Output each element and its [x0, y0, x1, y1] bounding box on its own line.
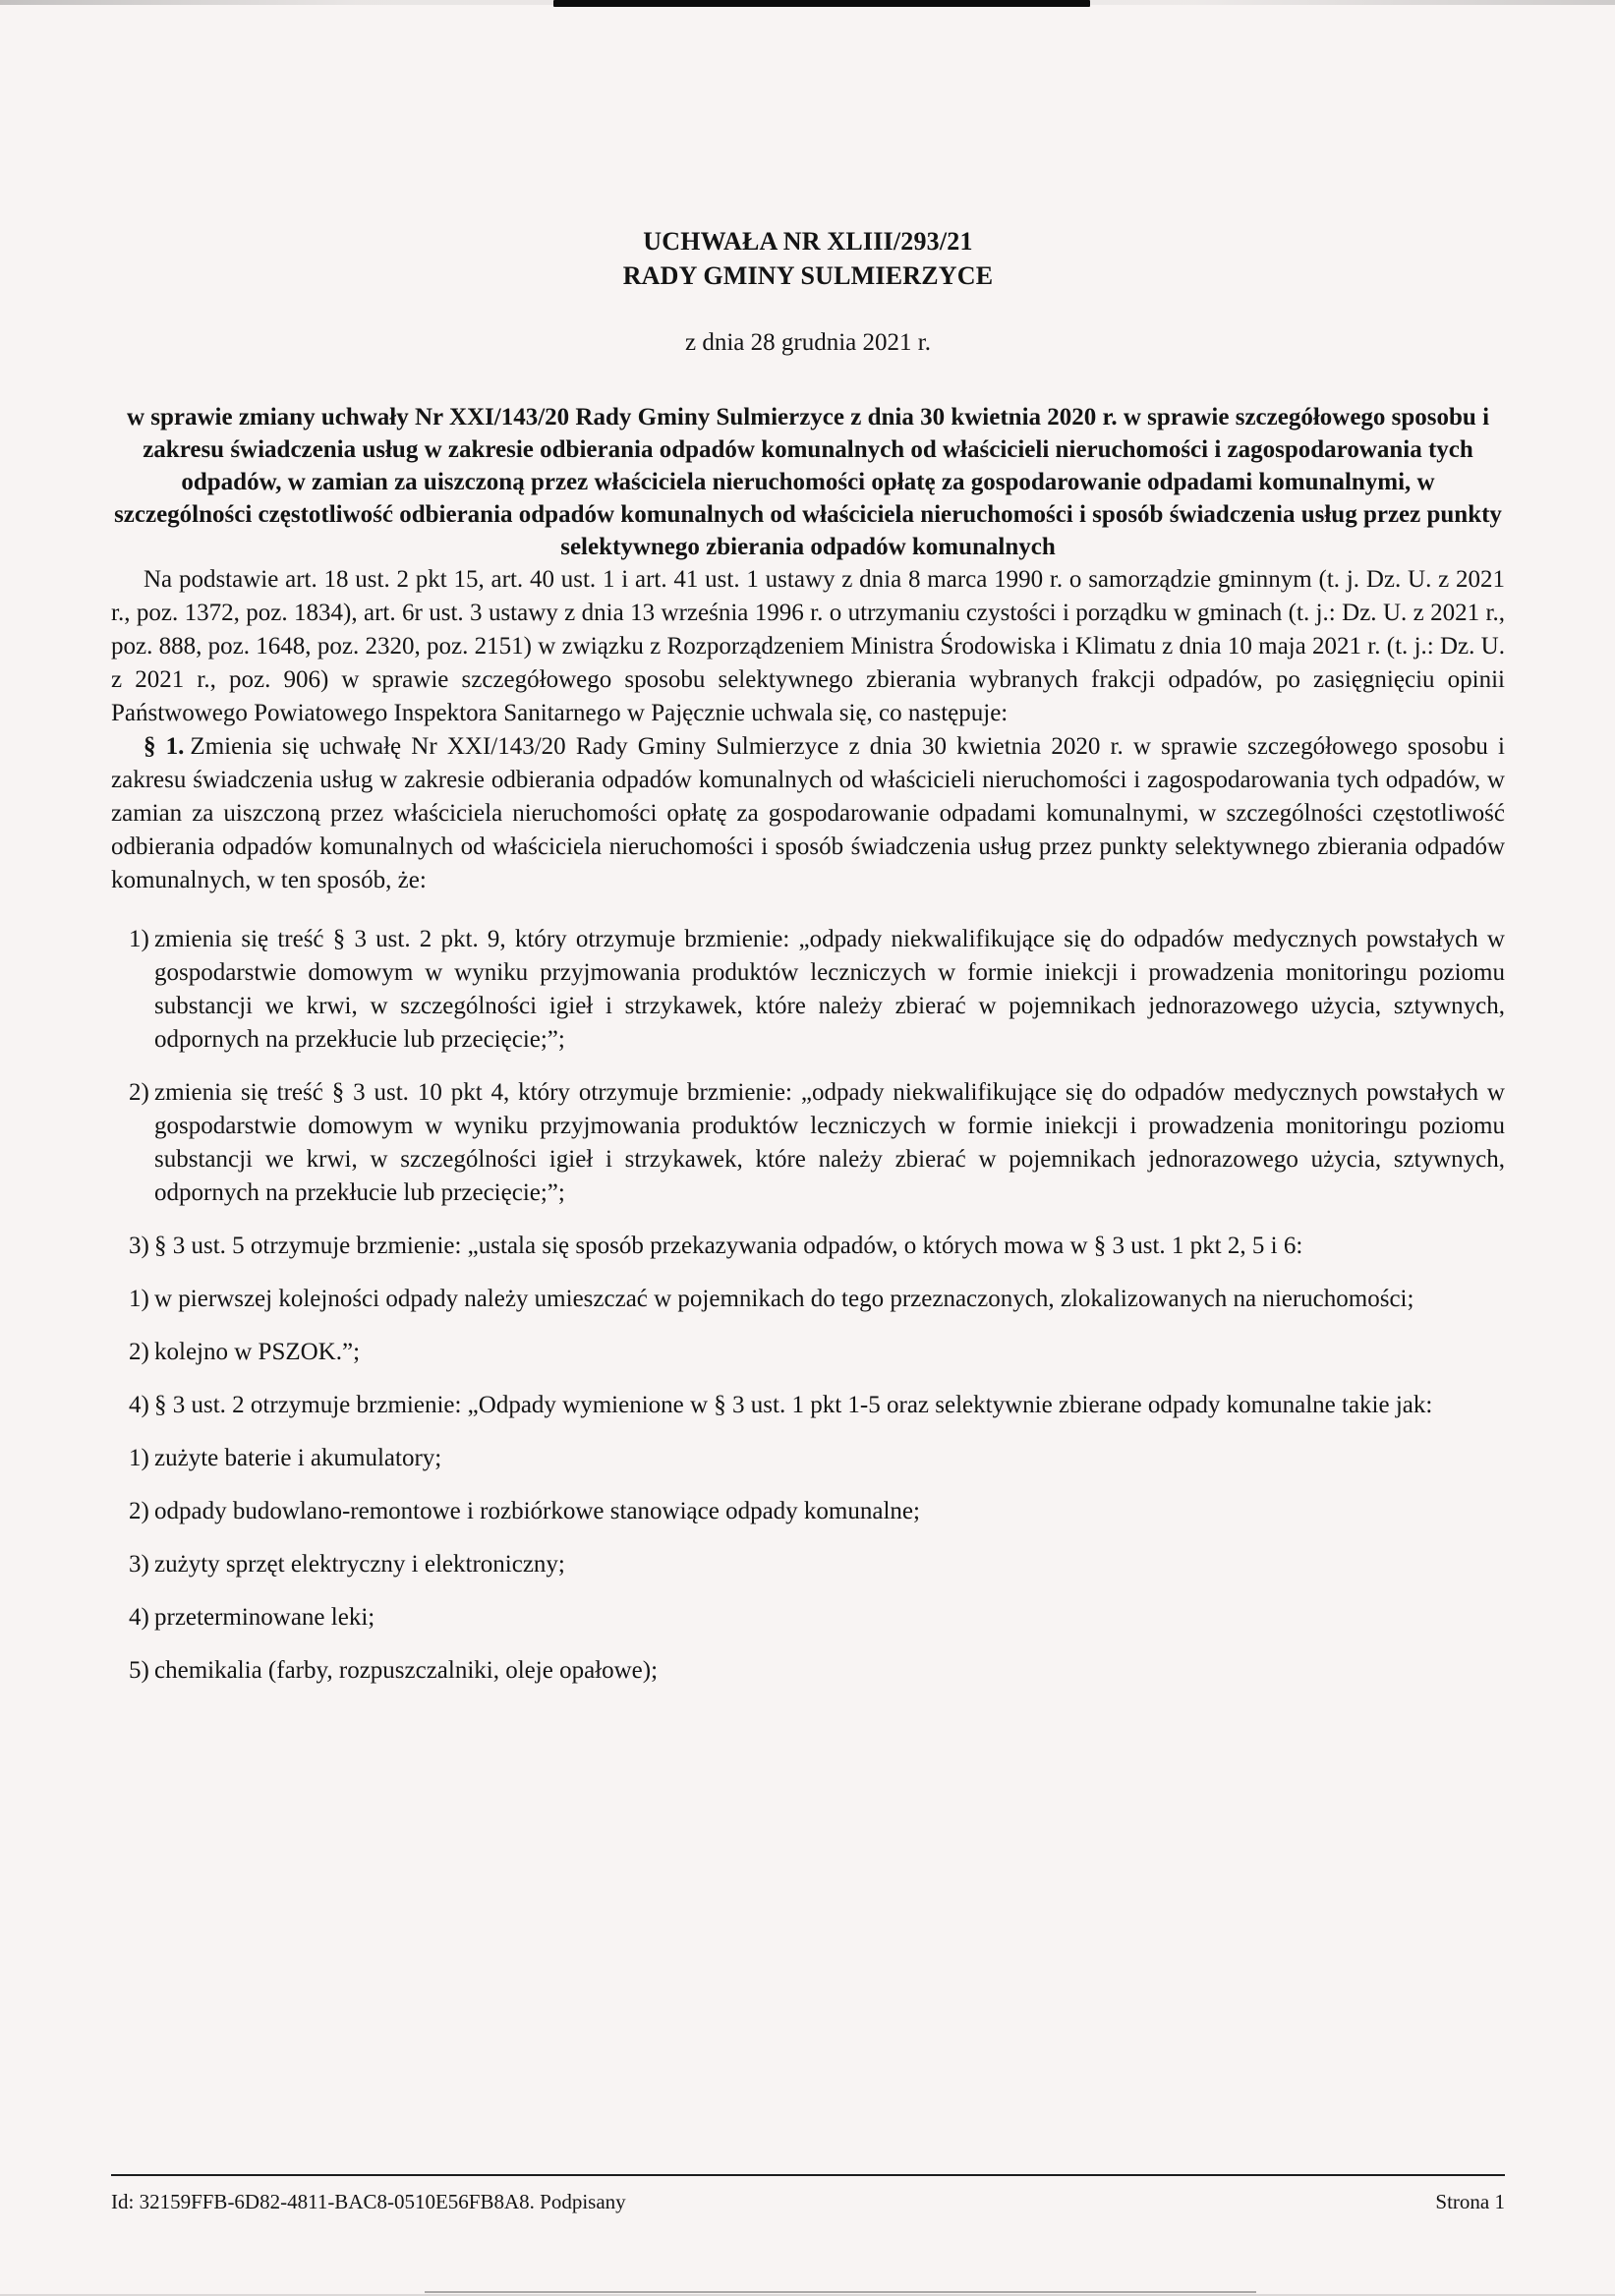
item-text: chemikalia (farby, rozpuszczalniki, oleje opałowe);	[154, 1657, 659, 1684]
item-marker: 1)	[129, 1445, 149, 1471]
resolution-number: UCHWAŁA NR XLIII/293/21	[643, 227, 973, 256]
item-marker: 2)	[129, 1339, 149, 1365]
item-marker: 2)	[129, 1498, 149, 1524]
resolution-date: z dnia 28 grudnia 2021 r.	[685, 329, 931, 356]
waste-type-item-4	[111, 1601, 1505, 1635]
top-margin	[111, 0, 1505, 224]
amendment-item-3	[111, 1230, 1505, 1263]
item-marker: 5)	[129, 1657, 149, 1684]
item-text: zużyty sprzęt elektryczny i elektroniczny;	[154, 1551, 565, 1578]
item-marker: 4)	[129, 1392, 149, 1418]
amendment-item-4	[111, 1389, 1505, 1422]
legal-basis-paragraph: Na podstawie art. 18 ust. 2 pkt 15, art. 40 ust. 1 i art. 41 ust. 1 ustawy z dnia 8 marca 1990 r. o samorządzie gminnym (t. j. Dz. U. z 2021 r., poz. 1372, poz. 1834), art. 6r ust. 3 ustawy z dnia 13 września 1996 r. o utrzymaniu czystości i porządku w gminach (t. j.: Dz. U. z 2021 r., poz. 888, poz. 1648, poz. 2320, poz. 2151) w związku z Rozporządzeniem Ministra Środowiska i Klimatu z dnia 10 maja 2021 r. (t. j.: Dz. U. z 2021 r., poz. 906) w sprawie szczegółowego sposobu selektywnego zbierania wybranych frakcji odpadów, po zasięgnięciu opinii Państwowego Powiatowego Inspektora Sanitarnego w Pajęcznie uchwala się, co następuje:	[111, 566, 1505, 726]
section-1-label: § 1.	[144, 733, 185, 760]
item-text: przeterminowane leki;	[154, 1604, 375, 1631]
section-1-paragraph	[111, 730, 1505, 897]
item-text: odpady budowlano-remontowe i rozbiórkowe stanowiące odpady komunalne;	[154, 1498, 920, 1524]
item-text: kolejno w PSZOK.”;	[154, 1339, 361, 1365]
section-1-text: Zmienia się uchwałę Nr XXI/143/20 Rady Gminy Sulmierzyce z dnia 30 kwietnia 2020 r. w sprawie szczegółowego sposobu i zakresu świadczenia usług w zakresie odbierania odpadów komunalnych od właścicieli nieruchomości i zagospodarowania tych odpadów, w zamian za uiszczoną przez właściciela nieruchomości opłatę za gospodarowanie odpadami komunalnymi, w szczególności częstotliwość odbierania odpadów komunalnych od właściciela nieruchomości i sposób świadczenia usług przez punkty selektywnego zbierania odpadów komunalnych, w ten sposób, że:	[111, 733, 1505, 893]
document-page	[111, 0, 1505, 1707]
waste-type-item-2	[111, 1495, 1505, 1528]
item-marker: 4)	[129, 1604, 149, 1631]
item-text: w pierwszej kolejności odpady należy umieszczać w pojemnikach do tego przeznaczonych, zlokalizowanych na nieruchomości;	[154, 1286, 1414, 1312]
footer-document-id: Id: 32159FFB-6D82-4811-BAC8-0510E56FB8A8. Podpisany	[111, 2190, 626, 2213]
amendment-item-2	[111, 1076, 1505, 1210]
waste-type-item-5	[111, 1654, 1505, 1688]
footer-page-number: Strona 1	[1435, 2190, 1505, 2213]
item-text: § 3 ust. 5 otrzymuje brzmienie: „ustala się sposób przekazywania odpadów, o których mowa w § 3 ust. 1 pkt 2, 5 i 6:	[154, 1233, 1303, 1259]
page-footer	[111, 2174, 1505, 2214]
item-text: zmienia się treść § 3 ust. 10 pkt 4, który otrzymuje brzmienie: „odpady niekwalifikujące się do odpadów medycznych powstałych w gospodarstwie domowym w wyniku przyjmowania produktów leczniczych w formie iniekcji i prowadzenia monitoringu poziomu substancji we krwi, w szczególności igieł i strzykawek, które należy zbierać w pojemnikach jednorazowego użycia, sztywnych, odpornych na przekłucie lub przecięcie;”;	[154, 1079, 1505, 1206]
amendment-subitem-3-1	[111, 1283, 1505, 1316]
scan-artifact-bottom-smudge	[425, 2291, 1256, 2293]
amendment-subitem-3-2	[111, 1336, 1505, 1369]
resolution-subject: w sprawie zmiany uchwały Nr XXI/143/20 Rady Gminy Sulmierzyce z dnia 30 kwietnia 2020 r. w sprawie szczegółowego sposobu i zakresu świadczenia usług w zakresie odbierania odpadów komunalnych od właścicieli nieruchomości i zagospodarowania tych odpadów, w zamian za uiszczoną przez właściciela nieruchomości opłatę za gospodarowanie odpadami komunalnymi, w szczególności częstotliwość odbierania odpadów komunalnych od właściciela nieruchomości i sposób świadczenia usług przez punkty selektywnego zbierania odpadów komunalnych	[114, 404, 1502, 560]
item-text: zużyte baterie i akumulatory;	[154, 1445, 442, 1471]
item-marker: 1)	[129, 1286, 149, 1312]
item-marker: 3)	[129, 1551, 149, 1578]
amendment-list	[111, 923, 1505, 1688]
amendment-item-1	[111, 923, 1505, 1057]
item-marker: 1)	[129, 926, 149, 952]
item-marker: 3)	[129, 1233, 149, 1259]
item-text: § 3 ust. 2 otrzymuje brzmienie: „Odpady wymienione w § 3 ust. 1 pkt 1-5 oraz selektywnie zbierane odpady komunalne takie jak:	[154, 1392, 1433, 1418]
waste-type-item-3	[111, 1548, 1505, 1581]
item-text: zmienia się treść § 3 ust. 2 pkt. 9, który otrzymuje brzmienie: „odpady niekwalifikujące się do odpadów medycznych powstałych w gospodarstwie domowym w wyniku przyjmowania produktów leczniczych w formie iniekcji i prowadzenia monitoringu poziomu substancji we krwi, w szczególności igieł i strzykawek, które należy zbierać w pojemnikach jednorazowego użycia, sztywnych, odpornych na przekłucie lub przecięcie;”;	[154, 926, 1505, 1053]
waste-type-item-1	[111, 1442, 1505, 1475]
item-marker: 2)	[129, 1079, 149, 1106]
council-name: RADY GMINY SULMIERZYCE	[622, 261, 994, 290]
